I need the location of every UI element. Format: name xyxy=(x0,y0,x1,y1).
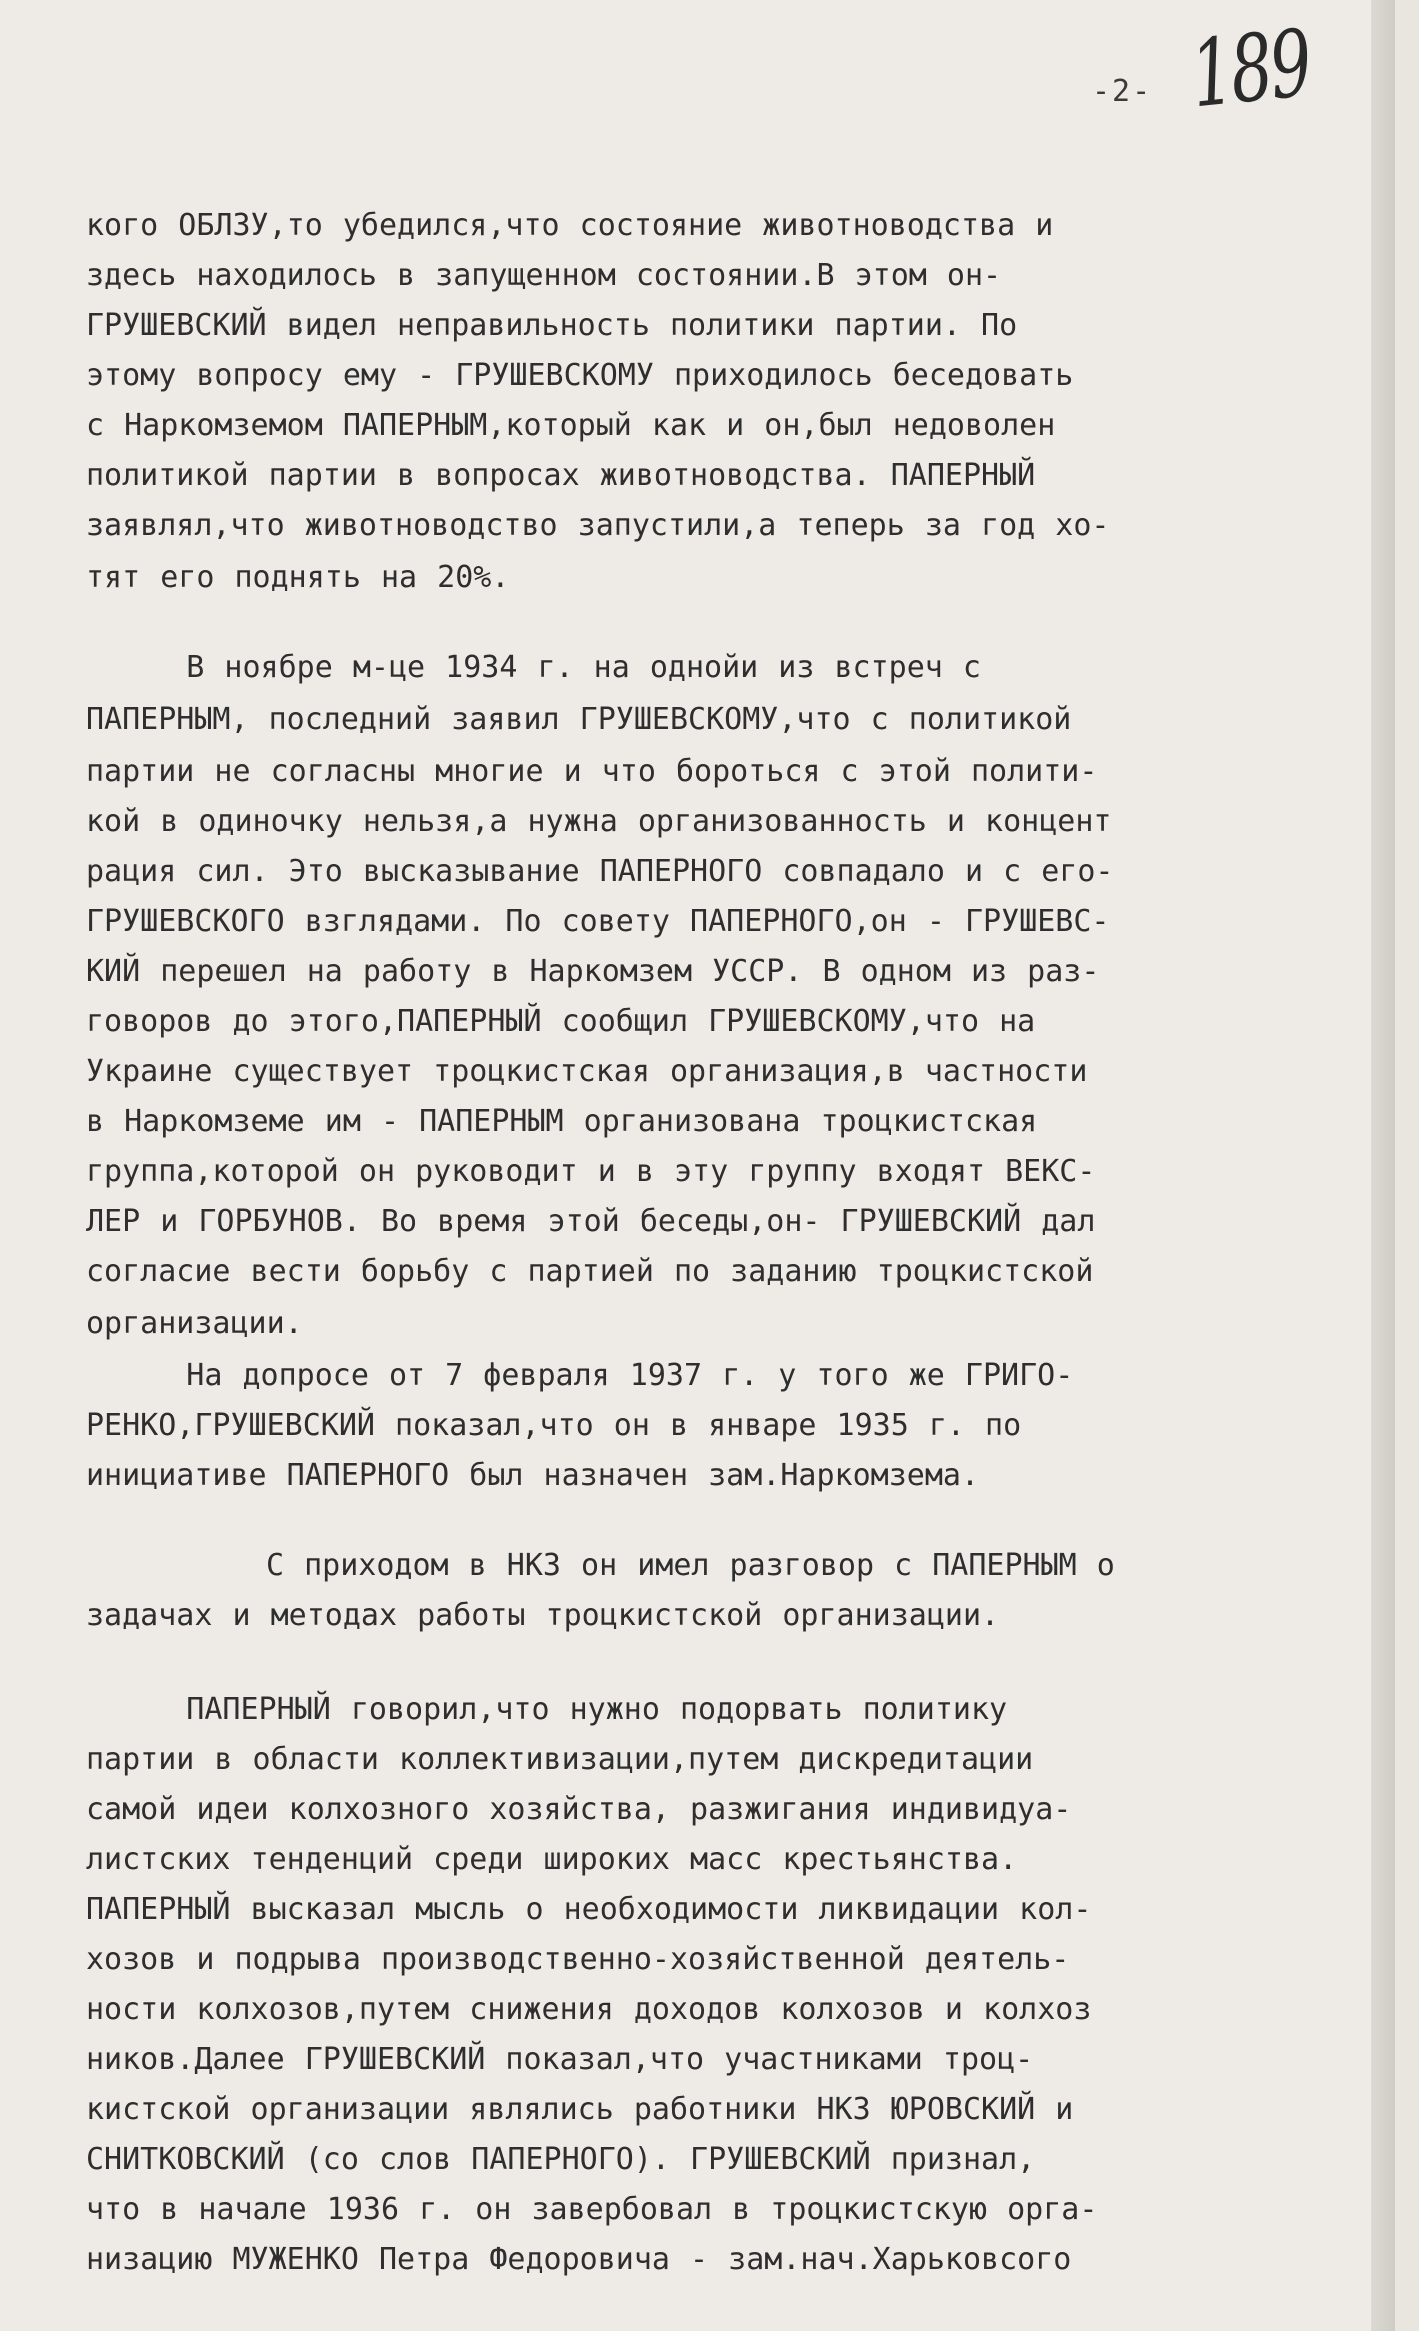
archive-page-number-handwritten: 189 xyxy=(1186,9,1315,129)
text-line: рация сил. Это высказывание ПАПЕРНОГО совпадало и с его- xyxy=(86,854,1114,889)
text-line: низацию МУЖЕНКО Петра Федоровича - зам.нач.Харьковсого xyxy=(86,2242,1072,2277)
text-line: хозов и подрыва производственно-хозяйственной деятель- xyxy=(86,1942,1070,1977)
text-line: ПАПЕРНЫМ, последний заявил ГРУШЕВСКОМУ,что с политикой xyxy=(86,702,1072,737)
text-line: РЕНКО,ГРУШЕВСКИЙ показал,что он в январе 1935 г. по xyxy=(86,1408,1022,1443)
text-line: ности колхозов,путем снижения доходов колхозов и колхоз xyxy=(86,1992,1092,2027)
text-line: кистской организации являлись работники НКЗ ЮРОВСКИЙ и xyxy=(86,2092,1074,2127)
text-line: этому вопросу ему - ГРУШЕВСКОМУ приходилось беседовать xyxy=(86,358,1074,393)
text-line: партии в области коллективизации,путем дискредитации xyxy=(86,1742,1034,1777)
text-line: ников.Далее ГРУШЕВСКИЙ показал,что участниками троц- xyxy=(86,2042,1034,2077)
text-line: СНИТКОВСКИЙ (со слов ПАПЕРНОГО). ГРУШЕВСКИЙ признал, xyxy=(86,2142,1036,2177)
text-line: В ноябре м-це 1934 г. на однойи из встреч с xyxy=(86,650,981,685)
text-line: ЛЕР и ГОРБУНОВ. Во время этой беседы,он- ГРУШЕВСКИЙ дал xyxy=(86,1204,1096,1239)
text-line: КИЙ перешел на работу в Наркомзем УССР. В одном из раз- xyxy=(86,954,1100,989)
text-line: здесь находилось в запущенном состоянии.В этом он- xyxy=(86,258,1002,293)
text-line: согласие вести борьбу с партией по заданию троцкистской xyxy=(86,1254,1094,1289)
text-line: в Наркомземе им - ПАПЕРНЫМ организована троцкистская xyxy=(86,1104,1038,1139)
text-line: партии не согласны многие и что бороться с этой полити- xyxy=(86,754,1098,789)
text-line: На допросе от 7 февраля 1937 г. у того же ГРИГО- xyxy=(86,1358,1074,1393)
text-line: тят его поднять на 20%. xyxy=(86,560,510,595)
text-line: кой в одиночку нельзя,а нужна организованность и концент xyxy=(86,804,1112,839)
text-line: задачах и методах работы троцкистской организации. xyxy=(86,1598,1000,1633)
text-line: ПАПЕРНЫЙ высказал мысль о необходимости ликвидации кол- xyxy=(86,1892,1092,1927)
page-number: -2- xyxy=(1092,74,1153,109)
text-line: политикой партии в вопросах животноводства. ПАПЕРНЫЙ xyxy=(86,458,1036,493)
text-line: листских тенденций среди широких масс крестьянства. xyxy=(86,1842,1018,1877)
text-line: группа,которой он руководит и в эту группу входят ВЕКС- xyxy=(86,1154,1096,1189)
text-line: заявлял,что животноводство запустили,а теперь за год хо- xyxy=(86,508,1110,543)
text-line: самой идеи колхозного хозяйства, разжигания индивидуа- xyxy=(86,1792,1072,1827)
text-line: говоров до этого,ПАПЕРНЫЙ сообщил ГРУШЕВСКОМУ,что на xyxy=(86,1004,1036,1039)
text-line: ГРУШЕВСКОГО взглядами. По совету ПАПЕРНОГО,он - ГРУШЕВС- xyxy=(86,904,1110,939)
text-line: Украине существует троцкистская организация,в частности xyxy=(86,1054,1088,1089)
text-line: что в начале 1936 г. он завербовал в троцкистскую орга- xyxy=(86,2192,1098,2227)
text-line: с Наркомземом ПАПЕРНЫМ,который как и он,был недоволен xyxy=(86,408,1056,443)
text-line: С приходом в НКЗ он имел разговор с ПАПЕРНЫМ о xyxy=(266,1548,1115,1583)
text-line: кого ОБЛЗУ,то убедился,что состояние животноводства и xyxy=(86,208,1054,243)
text-line: инициативе ПАПЕРНОГО был назначен зам.Наркомзема. xyxy=(86,1458,980,1493)
text-line: ПАПЕРНЫЙ говорил,что нужно подорвать политику xyxy=(86,1692,1008,1727)
typed-text-body xyxy=(86,208,1396,2277)
text-line: организации. xyxy=(86,1306,303,1341)
text-line: ГРУШЕВСКИЙ видел неправильность политики партии. По xyxy=(86,308,1018,343)
